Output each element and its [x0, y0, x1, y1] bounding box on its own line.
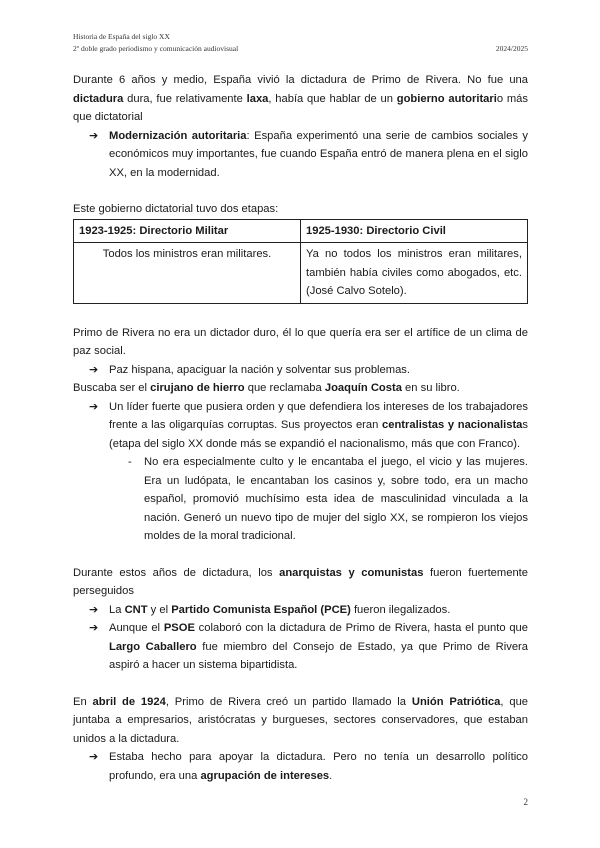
page-number: 2 [523, 797, 528, 807]
arrow-bullet-icon: ➔ [89, 751, 99, 763]
paz-hispana-bullet: ➔ Paz hispana, apaciguar la nación y solventar sus problemas. [73, 361, 528, 380]
table-header-cell: 1923-1925: Directorio Militar [74, 219, 301, 243]
course-subtitle: 2º doble grado periodismo y comunicación audiovisual [73, 44, 239, 53]
stages-intro: Este gobierno dictatorial tuvo dos etapas: [73, 203, 279, 215]
table-row [74, 243, 528, 304]
dash-bullet-icon: - [128, 456, 132, 468]
arrow-bullet-icon: ➔ [89, 363, 99, 376]
modernization-bullet: ➔ Modernización autoritaria: España experimentó una serie de cambios sociales y económicos muy importantes, fue cuando España entró de manera plena en el siglo XX, en la modernidad. [73, 127, 528, 183]
leader-bullet: ➔ Un líder fuerte que pusiera orden y que defendiera los intereses de los trabajadores frente a las oligarquías corruptas. Sus proyectos eran centralistas y nacionalistas (etapa del siglo XX donde más se expandió el nacionalismo, más que con Franco). [73, 398, 528, 454]
union-paragraph: En abril de 1924, Primo de Rivera creó un partido llamado la Unión Patriótica, que juntaba a empresarios, aristócratas y burgueses, sectores conservadores, que estaban unidos a la dictadura. [73, 695, 529, 745]
arrow-bullet-icon: ➔ [89, 622, 99, 634]
dictator-paragraph: Primo de Rivera no era un dictador duro, él lo que quería era ser el artífice de un clima de paz social. [73, 326, 528, 357]
document-body [73, 71, 528, 785]
arrow-bullet-icon: ➔ [89, 603, 99, 616]
personality-sub-bullet: - No era especialmente culto y le encantaba el juego, el vicio y las mujeres. Era un ludópata, le encantaban los casinos y, sobre todo, era un macho español, promovió muchísimo esta idea de masculinidad vinculada a la nación. Generó un nuevo tipo de mujer del siglo XX, se rompieron los viejos moldes de la moral tradicional. [73, 453, 528, 546]
table-header-cell: 1925-1930: Directorio Civil [301, 219, 528, 243]
psoe-bullet: ➔ Aunque el PSOE colaboró con la dictadura de Primo de Rivera, hasta el punto que Largo Caballero fue miembro del Consejo de Estado, ya que Primo de Rivera aspiró a hacer un sistema bipartidista. [73, 619, 528, 675]
persecution-paragraph: Durante estos años de dictadura, los anarquistas y comunistas fueron fuertemente perseguidos [73, 566, 528, 597]
cirujano-paragraph: Buscaba ser el cirujano de hierro que reclamaba Joaquín Costa en su libro. [73, 382, 460, 394]
academic-year: 2024/2025 [495, 44, 528, 53]
arrow-bullet-icon: ➔ [89, 129, 99, 142]
union-bullet: ➔ Estaba hecho para apoyar la dictadura. Pero no tenía un desarrollo político profundo, era una agrupación de intereses. [73, 748, 528, 785]
course-title: Historia de España del siglo XX [73, 32, 170, 41]
arrow-bullet-icon: ➔ [89, 400, 99, 413]
table-cell: Ya no todos los ministros eran militares, también había civiles como abogados, etc. (José Calvo Sotelo). [301, 243, 528, 304]
stages-table [73, 219, 528, 304]
intro-paragraph: Durante 6 años y medio, España vivió la dictadura de Primo de Rivera. No fue una dictadura dura, fue relativamente laxa, había que hablar de un gobierno autoritario más que dictatorial [73, 74, 528, 123]
table-row [74, 219, 528, 243]
table-cell: Todos los ministros eran militares. [74, 243, 301, 304]
cnt-bullet: ➔ La CNT y el Partido Comunista Español (PCE) fueron ilegalizados. [73, 601, 528, 620]
